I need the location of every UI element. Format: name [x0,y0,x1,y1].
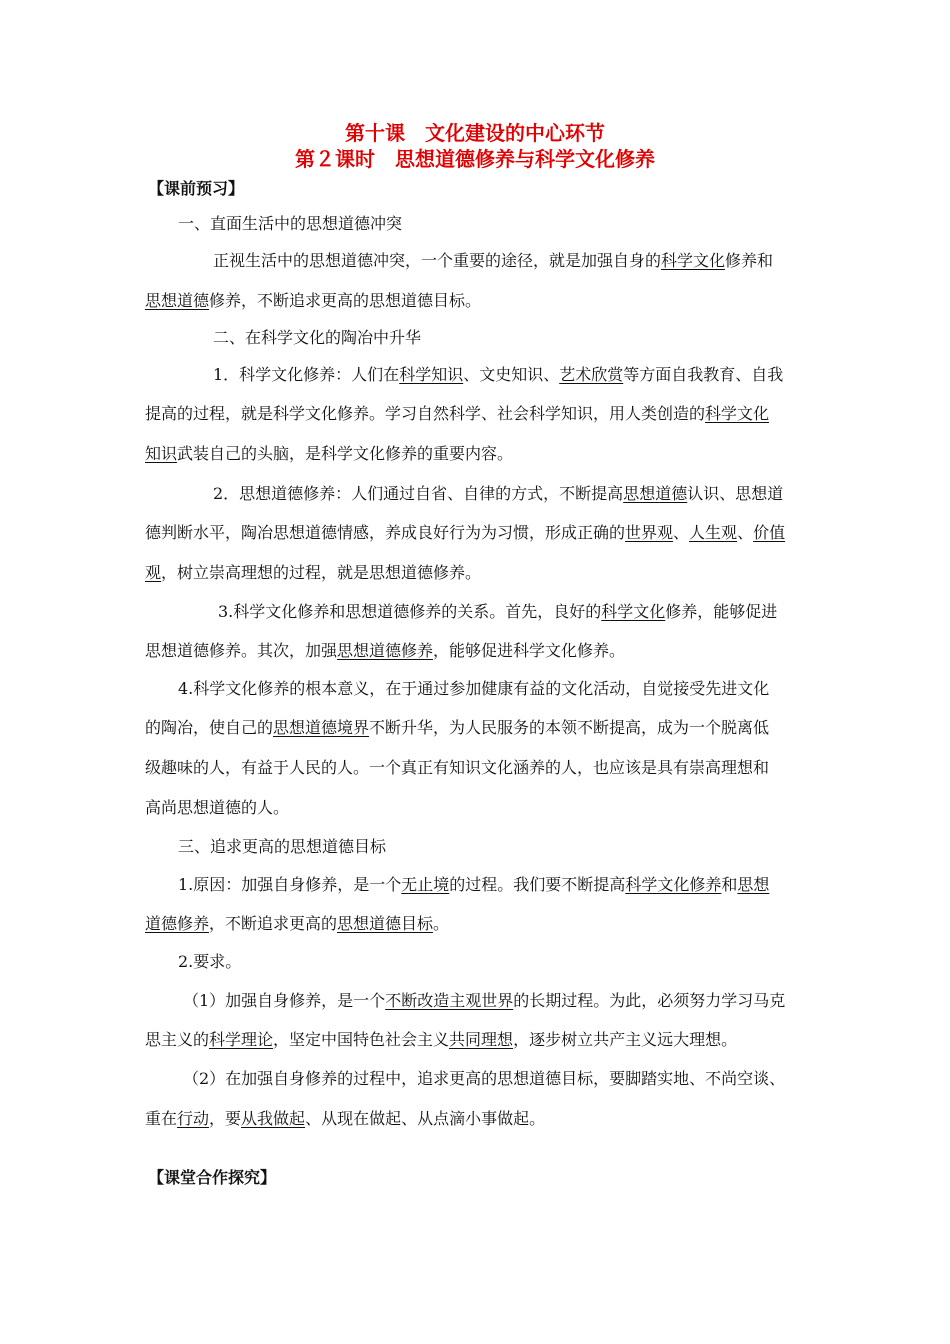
requirement-1-line-2: 思主义的科学理论，坚定中国特色社会主义共同理想，逐步树立共产主义远大理想。 [145,1030,738,1049]
item-4-line-3: 级趣味的人，有益于人民的人。一个真正有知识文化涵养的人，也应该是具有崇高理想和 [145,758,770,777]
blank-answer: 思想道德修养 [337,641,434,660]
reason-line-1: 1.原因：加强自身修养，是一个无止境的过程。我们要不断提高科学文化修养和思想 [178,875,770,894]
item-1-line-2: 提高的过程，就是科学文化修养。学习自然科学、社会科学知识，用人类创造的科学文化 [145,404,770,423]
blank-answer: 思想道德 [145,291,210,310]
blank-answer: 艺术欣赏 [559,365,624,384]
blank-answer: 科学理论 [209,1030,274,1049]
blank-answer: 不断改造主观世界 [385,991,514,1010]
blank-answer: 道德修养 [145,914,210,933]
blank-answer: 从我做起 [241,1109,306,1128]
item-2-line-2: 德判断水平，陶冶思想道德情感，养成良好行为为习惯，形成正确的世界观、人生观、价值 [145,523,786,542]
blank-answer: 思想道德境界 [273,718,370,737]
item-4-line-1: 4.科学文化修养的根本意义，在于通过参加健康有益的文化活动，自觉接受先进文化 [178,679,770,698]
blank-answer: 科学知识 [399,365,464,384]
blank-answer: 行动 [177,1109,210,1128]
blank-answer: 价值 [753,523,786,542]
blank-answer: 思想 [737,875,770,894]
item-2-line-3: 观，树立崇高理想的过程，就是思想道德修养。 [145,563,482,582]
item-4-line-2: 的陶冶，使自己的思想道德境界不断升华，为人民服务的本领不断提高，成为一个脱离低 [145,718,770,737]
blank-answer: 科学文化 [705,404,770,423]
heading-2: 二、在科学文化的陶冶中升华 [213,328,422,347]
blank-answer: 科学文化 [661,251,726,270]
blank-answer: 世界观 [625,523,674,542]
blank-answer: 科学文化 [601,602,666,621]
section-preview: 【课前预习】 [148,179,245,198]
heading-3: 三、追求更高的思想道德目标 [178,837,387,856]
lesson-subtitle: 第２课时 思想道德修养与科学文化修养 [295,147,655,171]
requirement-2-line-2: 重在行动，要从我做起、从现在做起、从点滴小事做起。 [145,1109,546,1128]
requirement-2-line-1: （2）在加强自身修养的过程中，追求更高的思想道德目标，要脚踏实地、不尚空谈、 [183,1069,786,1088]
blank-answer: 科学文化修养 [625,875,722,894]
reason-line-2: 道德修养，不断追求更高的思想道德目标。 [145,914,450,933]
section-coop: 【课堂合作探究】 [148,1168,277,1187]
item-3-line-2: 思想道德修养。其次，加强思想道德修养，能够促进科学文化修养。 [145,641,626,660]
blank-answer: 人生观 [689,523,738,542]
blank-answer: 无止境 [401,875,450,894]
item-1-line-1: 1．科学文化修养：人们在科学知识、文史知识、艺术欣赏等方面自我教育、自我 [213,365,784,384]
paragraph-1-line-1: 正视生活中的思想道德冲突，一个重要的途径，就是加强自身的科学文化修养和 [213,251,774,270]
item-2-line-1: 2．思想道德修养：人们通过自省、自律的方式，不断提高思想道德认识、思想道 [213,484,784,503]
blank-answer: 知识 [145,444,178,463]
blank-answer: 观 [145,563,162,582]
paragraph-1-line-2: 思想道德修养，不断追求更高的思想道德目标。 [145,291,482,310]
lesson-title: 第十课 文化建设的中心环节 [345,121,605,145]
blank-answer: 思想道德目标 [337,914,434,933]
blank-answer: 共同理想 [449,1030,514,1049]
item-1-line-3: 知识武装自己的头脑，是科学文化修养的重要内容。 [145,444,514,463]
blank-answer: 思想道德 [623,484,688,503]
item-3-line-1: 3.科学文化修养和思想道德修养的关系。首先，良好的科学文化修养，能够促进 [218,602,778,621]
requirement-1-line-1: （1）加强自身修养，是一个不断改造主观世界的长期过程。为此，必须努力学习马克 [183,991,786,1010]
item-4-line-4: 高尚思想道德的人。 [145,798,290,817]
requirement-heading: 2.要求。 [178,952,242,971]
heading-1: 一、直面生活中的思想道德冲突 [178,214,403,233]
